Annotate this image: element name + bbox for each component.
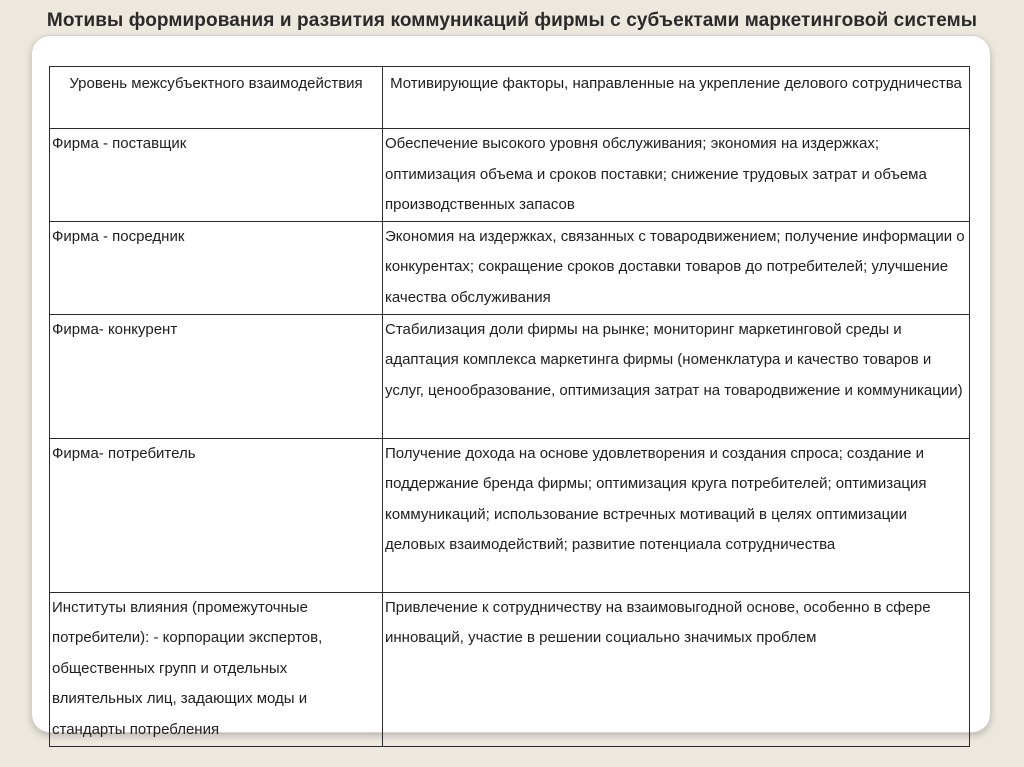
header-level: Уровень межсубъектного взаимодействия — [50, 67, 383, 129]
row-level-cell: Фирма - посредник — [50, 221, 383, 314]
table-row — [50, 438, 970, 592]
row-level-cell: Фирма- конкурент — [50, 314, 383, 438]
header-factors: Мотивирующие факторы, направленные на укрепление делового сотрудничества — [383, 67, 970, 129]
page-title: Мотивы формирования и развития коммуникаций фирмы с субъектами маркетинговой системы — [46, 10, 978, 31]
table-row — [50, 221, 970, 314]
row-factors-cell: Обеспечение высокого уровня обслуживания; экономия на издержках; оптимизация объема и сроков поставки; снижение трудовых затрат и объема производственных запасов — [383, 129, 970, 222]
row-level-cell: Фирма- потребитель — [50, 438, 383, 592]
row-factors-cell: Стабилизация доли фирмы на рынке; мониторинг маркетинговой среды и адаптация комплекса маркетинга фирмы (номенклатура и качество товаров и услуг, ценообразование, оптимизация затрат на товародвижение и коммуникации) — [383, 314, 970, 438]
motives-table — [49, 66, 970, 747]
table-row — [50, 592, 970, 746]
row-factors-cell: Привлечение к сотрудничеству на взаимовыгодной основе, особенно в сфере инноваций, участие в решении социально значимых проблем — [383, 592, 970, 746]
table-row — [50, 129, 970, 222]
row-factors-cell: Получение дохода на основе удовлетворения и создания спроса; создание и поддержание бренда фирмы; оптимизация круга потребителей; оптимизация коммуникаций; использование встречных мотиваций в целях оптимизации деловых взаимодействий; развитие потенциала сотрудничества — [383, 438, 970, 592]
row-factors-cell: Экономия на издержках, связанных с товародвижением; получение информации о конкурентах; сокращение сроков доставки товаров до потребителей; улучшение качества обслуживания — [383, 221, 970, 314]
row-level-cell: Институты влияния (промежуточные потребители): - корпорации экспертов, общественных групп и отдельных влиятельных лиц, задающих моды и стандарты потребления — [50, 592, 383, 746]
table-row — [50, 314, 970, 438]
row-level-cell: Фирма - поставщик — [50, 129, 383, 222]
table-header-row — [50, 67, 970, 129]
